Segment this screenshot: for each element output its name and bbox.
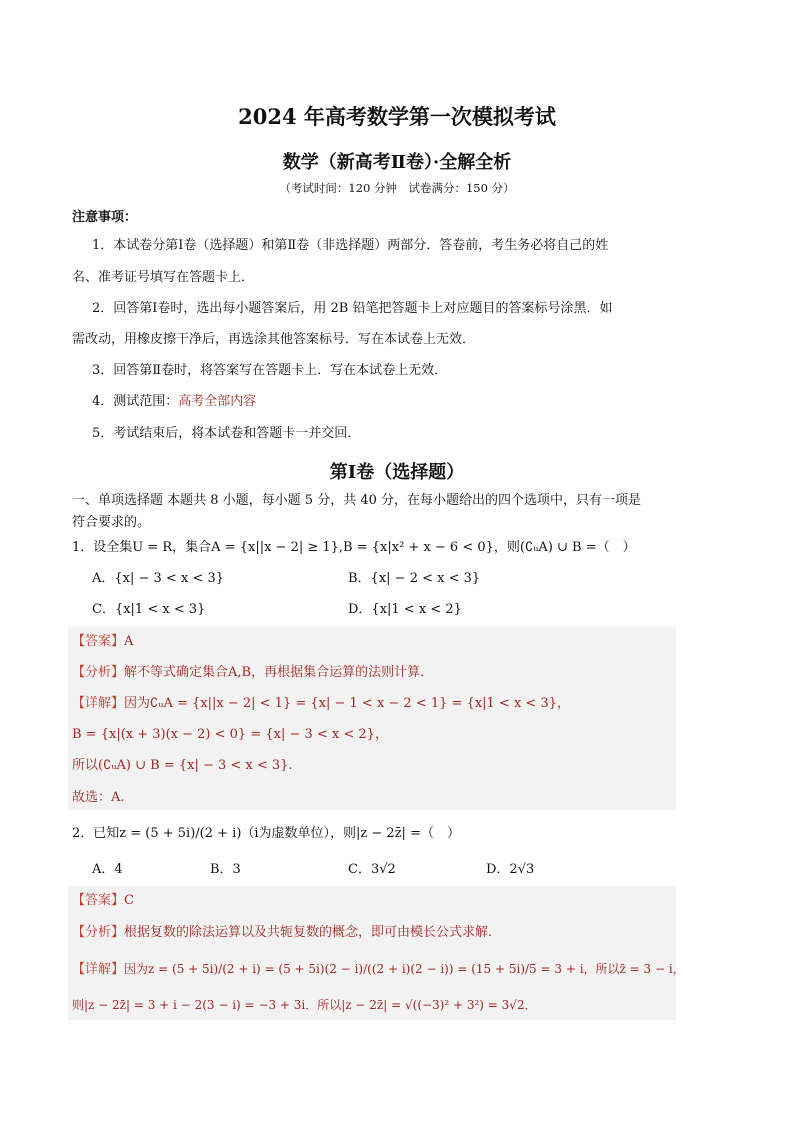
notice-item-5: 5．考试结束后，将本试卷和答题卡一并交回． (92, 426, 361, 441)
q1-option-c: C．{x|1 < x < 3} (92, 602, 206, 617)
q1-detail-line-4: 故选：A. (72, 790, 125, 805)
q2-analysis (72, 926, 492, 939)
q2-detail-line-2: 则|z − 2z̄| = 3 + i − 2(3 − i) = −3 + 3i．所以|z − 2z̄| = √((−3)² + 3²) = 3√2． (72, 998, 537, 1012)
q2-answer-label: 【答案】 (72, 893, 125, 908)
notice-heading: 注意事项： (72, 210, 138, 225)
notice-item-1b: 名、准考证号填写在答题卡上． (72, 270, 255, 285)
notice-item-1a: 1．本试卷分第Ⅰ卷（选择题）和第Ⅱ卷（非选择题）两部分．答卷前，考生务必将自己的姓 (92, 238, 609, 253)
q1-analysis (72, 666, 433, 679)
q2-detail-line-1: 因为z = (5 + 5i)/(2 + i) = (5 + 5i)(2 − i)/((2 + i)(2 − i)) = (15 + 5i)/5 = 3 + i，所以z̄ = 3 − i， (124, 962, 685, 976)
q2-detail (72, 963, 685, 976)
test-scope: 高考全部内容 (178, 394, 257, 409)
q2-option-d: D．2√3 (486, 862, 535, 877)
q2-analysis-label: 【分析】 (72, 925, 125, 940)
q1-option-a: A．{x| − 3 < x < 3} (92, 571, 224, 586)
notice-item-4-label: 4．测试范围： (92, 394, 179, 409)
q1-answer-value: A (124, 634, 134, 649)
q1-stem: 1．设全集U = R，集合A = {x||x − 2| ≥ 1},B = {x|x² + x − 6 < 0}，则(∁ᵤA) ∪ B =（ ） (72, 540, 636, 555)
section-intro: 一、单项选择题 本题共 8 小题，每小题 5 分，共 40 分，在每小题给出的四个选项中，只有一项是 (72, 493, 642, 508)
q2-option-b: B．3 (210, 862, 241, 877)
q2-detail-label: 【详解】 (72, 962, 125, 977)
q2-option-c: C．3√2 (348, 862, 396, 877)
q2-analysis-text: 根据复数的除法运算以及共轭复数的概念，即可由模长公式求解. (124, 925, 493, 940)
page-title: 2024 年高考数学第一次模拟考试 (238, 104, 556, 129)
q1-analysis-text: 解不等式确定集合A,B，再根据集合运算的法则计算． (124, 665, 434, 680)
q1-detail-line-1: 因为∁ᵤA = {x||x − 2| < 1} = {x| − 1 < x − 2 < 1} = {x|1 < x < 3}， (124, 696, 571, 711)
q1-detail-line-2: B = {x|(x + 3)(x − 2) < 0} = {x| − 3 < x < 2}， (72, 727, 388, 742)
q1-option-b: B．{x| − 2 < x < 3} (348, 571, 481, 586)
q1-answer-box (68, 626, 676, 810)
page-subtitle: 数学（新高考Ⅱ卷）·全解全析 (282, 152, 512, 173)
notice-item-2b: 需改动，用橡皮擦干净后，再选涂其他答案标号．写在本试卷上无效． (72, 332, 476, 347)
q1-detail-line-3: 所以(∁ᵤA) ∪ B = {x| − 3 < x < 3}. (72, 758, 293, 773)
notice-item-3: 3．回答第Ⅱ卷时，将答案写在答题卡上．写在本试卷上无效． (92, 363, 448, 378)
notice-item-2a: 2．回答第Ⅰ卷时，选出每小题答案后，用 2B 铅笔把答题卡上对应题目的答案标号涂黑．如 (92, 301, 613, 316)
q2-answer-value: C (124, 893, 134, 908)
q1-analysis-label: 【分析】 (72, 665, 125, 680)
q1-option-d: D．{x|1 < x < 2} (348, 602, 462, 617)
section-title: 第Ⅰ卷（选择题） (329, 462, 465, 483)
section-intro-2: 符合要求的。 (72, 515, 151, 530)
q1-detail-label: 【详解】 (72, 696, 125, 711)
q2-stem: 2．已知z = (5 + 5i)/(2 + i)（i为虚数单位），则|z − 2z̄| =（ ） (72, 826, 460, 841)
q2-option-a: A．4 (92, 862, 123, 877)
q2-answer (72, 894, 134, 907)
q1-detail (72, 697, 570, 710)
exam-info: （考试时间：120 分钟 试卷满分：150 分） (279, 181, 515, 195)
q1-answer-label: 【答案】 (72, 634, 125, 649)
notice-item-4 (92, 395, 256, 408)
q1-answer (72, 635, 133, 648)
